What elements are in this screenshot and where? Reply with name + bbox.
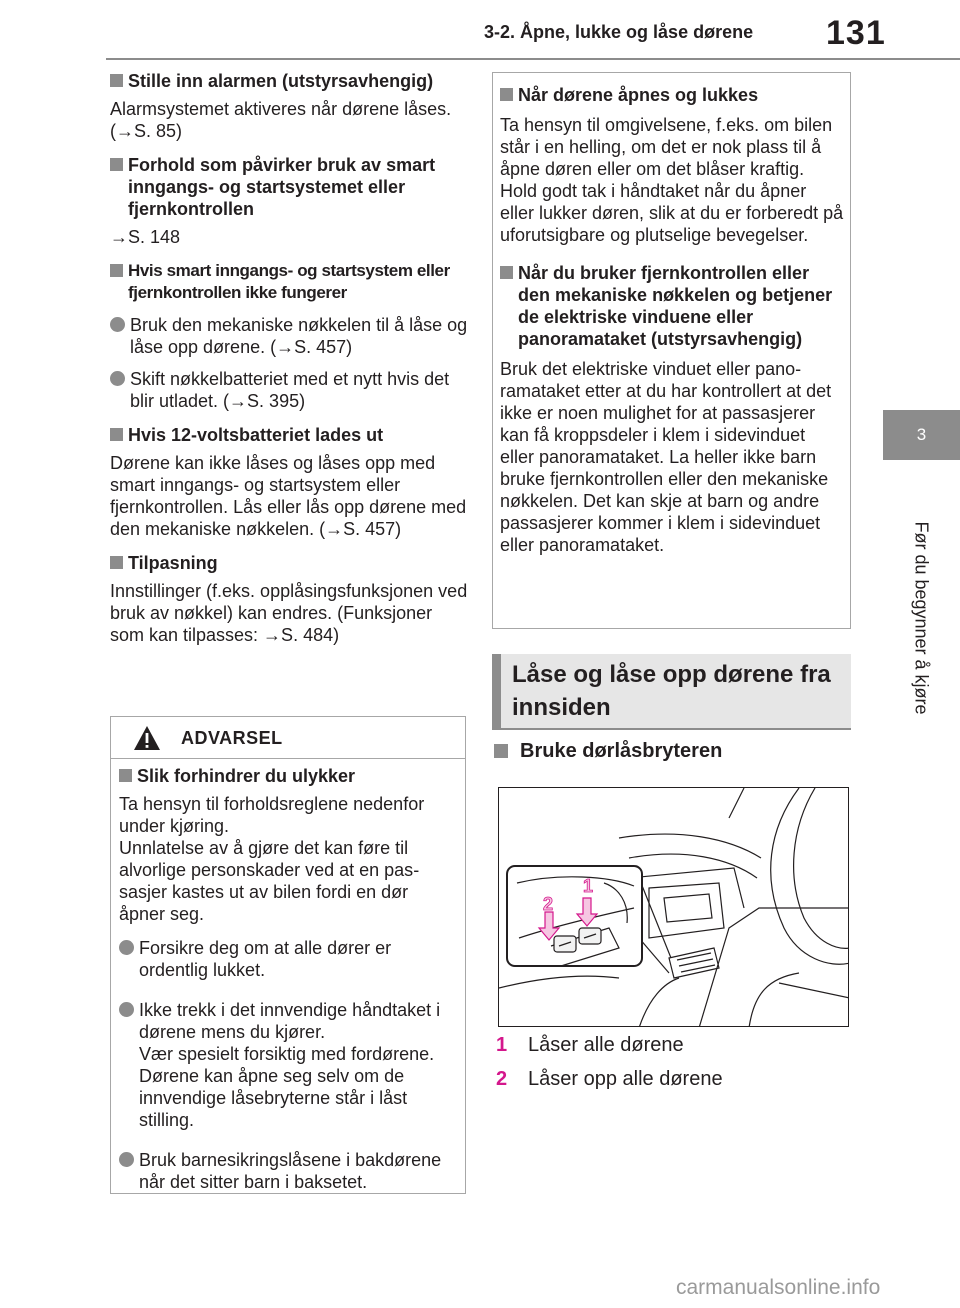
page-header: [0, 0, 960, 62]
warning-paragraph-2: Unnlatelse av å gjøre det kan føre til alvorlige personskader ved at en passasjer kastes ut av bilen fordi en dør åpner seg.: [119, 838, 420, 924]
warning-bullet-child-locks: Bruk barnesikringslåsene i bakdørene når det sitter barn i baksetet.: [119, 1149, 455, 1193]
paragraph-conditions: →S. 148: [110, 227, 181, 247]
heading-alarm: Stille inn alarmen (utstyrsavhengig): [110, 70, 470, 92]
step-1-number: 1: [496, 1034, 508, 1056]
square-bullet-icon: [494, 744, 508, 758]
warning-paragraph-1: Ta hensyn til forholdsreglene nedenfor under kjøring.: [119, 794, 425, 836]
round-bullet-icon: [110, 317, 125, 332]
heading-not-working: Hvis smart inngangs- og startsystem eller fjernkontrollen ikke fungerer: [110, 260, 470, 304]
warning-body: [119, 765, 455, 1193]
paragraph-customization: Innstillinger (f.eks. opplåsingsfunksjonen ved bruk av nøkkel) kan endres. (Funksjoner som kan tilpasses: →S. 484): [110, 581, 468, 645]
step-2-number: 2: [496, 1068, 508, 1090]
sub-heading-door-lock-switch: Bruke dørlåsbryteren: [494, 740, 722, 763]
paragraph-remote-windows: Bruk det elektriske vinduet eller panoramataket etter at du har kontrollert at det ikke er noen mulighet for at passasjerer kan få kroppsdeler i klem i sidevinduet eller panoramataket. La heller ikke barn bruke fjernkontrollen eller den mekaniske nøkkelen. Det kan skje at barn og andre passasjerer kommer i klem i sidevinduet eller panoramataket.: [500, 359, 832, 555]
paragraph-12v-battery: Dørene kan ikke låses og låses opp med smart inngangs- og startsystem eller fjernkontrollen. Lås eller lås opp dørene med den mekaniske nøkkelen. (→S. 457): [110, 453, 467, 539]
square-bullet-icon: [110, 428, 123, 441]
round-bullet-icon: [119, 940, 134, 955]
round-bullet-icon: [119, 1152, 134, 1167]
warning-box: [110, 716, 466, 1194]
square-bullet-icon: [110, 158, 123, 171]
section-header: [492, 654, 851, 730]
chapter-title: 3-2. Åpne, lukke og låse dørene: [484, 22, 754, 42]
chapter-tab-number: 3: [916, 425, 927, 444]
header-divider: [106, 58, 960, 60]
warning-heading: Slik forhindrer du ulykker: [119, 765, 455, 787]
warning-bullet-handle: Ikke trekk i det innvendige håndtaket i dørene mens du kjører. Vær spesielt forsiktig med fordørene. Dørene kan åpne seg selv om de innvendige låsebryterne står i låst stilling.: [119, 999, 455, 1131]
step-1-text: Låser alle dørene: [528, 1034, 684, 1056]
section-title: Låse og låse opp dørene fra innsiden: [512, 661, 831, 721]
warning-triangle-icon: [133, 725, 161, 751]
callout-1-label: 1: [583, 876, 594, 896]
square-bullet-icon: [119, 769, 132, 782]
square-bullet-icon: [110, 264, 123, 277]
square-bullet-icon: [500, 88, 513, 101]
paragraph-opening-closing: Ta hensyn til omgivelsene, f.eks. om bilen står i en helling, om det er nok plass til å åpne døren eller om det blåser kraftig. Hold godt tak i håndtaket når du åpner eller lukker døren, slik at du er forberedt på uforutsigbare og plutselige bevegelser.: [500, 115, 844, 245]
square-bullet-icon: [500, 266, 513, 279]
car-interior-drawing: [499, 788, 849, 1027]
chapter-tab: [883, 410, 960, 460]
watermark: carmanualsonline.info: [676, 1276, 881, 1299]
heading-customization: Tilpasning: [110, 552, 470, 574]
bullet-battery: Skift nøkkelbatteriet med et nytt hvis det blir utladet. (→S. 395): [110, 368, 470, 412]
warning-header: [111, 717, 465, 759]
square-bullet-icon: [110, 556, 123, 569]
warning-title: ADVARSEL: [181, 728, 283, 748]
right-column-notes: [500, 84, 844, 556]
heading-opening-closing: Når dørene åpnes og lukkes: [500, 84, 844, 106]
page-number: 131: [826, 14, 886, 52]
round-bullet-icon: [110, 371, 125, 386]
step-1: [496, 1034, 684, 1057]
chapter-side-label-text: Før du begynner å kjøre: [911, 521, 932, 715]
door-lock-switch-illustration: [498, 787, 849, 1027]
paragraph-alarm: Alarmsystemet aktiveres når dørene låses. (→S. 85): [110, 99, 452, 141]
left-column: [110, 70, 470, 646]
square-bullet-icon: [110, 74, 123, 87]
heading-12v-battery: Hvis 12-voltsbatteriet lades ut: [110, 424, 470, 446]
warning-bullet-doors-closed: Forsikre deg om at alle dører er ordentlig lukket.: [119, 937, 455, 981]
step-2: [496, 1068, 723, 1091]
round-bullet-icon: [119, 1002, 134, 1017]
heading-conditions: Forhold som påvirker bruk av smart inngangs- og startsystemet eller fjernkontrollen: [110, 154, 470, 220]
heading-remote-windows: Når du bruker fjernkontrollen eller den mekaniske nøkkelen og betjener de elektriske vinduene eller panoramataket (utstyrsavhengig): [500, 262, 844, 350]
bullet-mechanical-key: Bruk den mekaniske nøkkelen til å låse og låse opp dørene. (→S. 457): [110, 314, 470, 358]
step-2-text: Låser opp alle dørene: [528, 1068, 723, 1090]
section-header-bar: [492, 654, 501, 730]
callout-2-label: 2: [543, 894, 554, 914]
